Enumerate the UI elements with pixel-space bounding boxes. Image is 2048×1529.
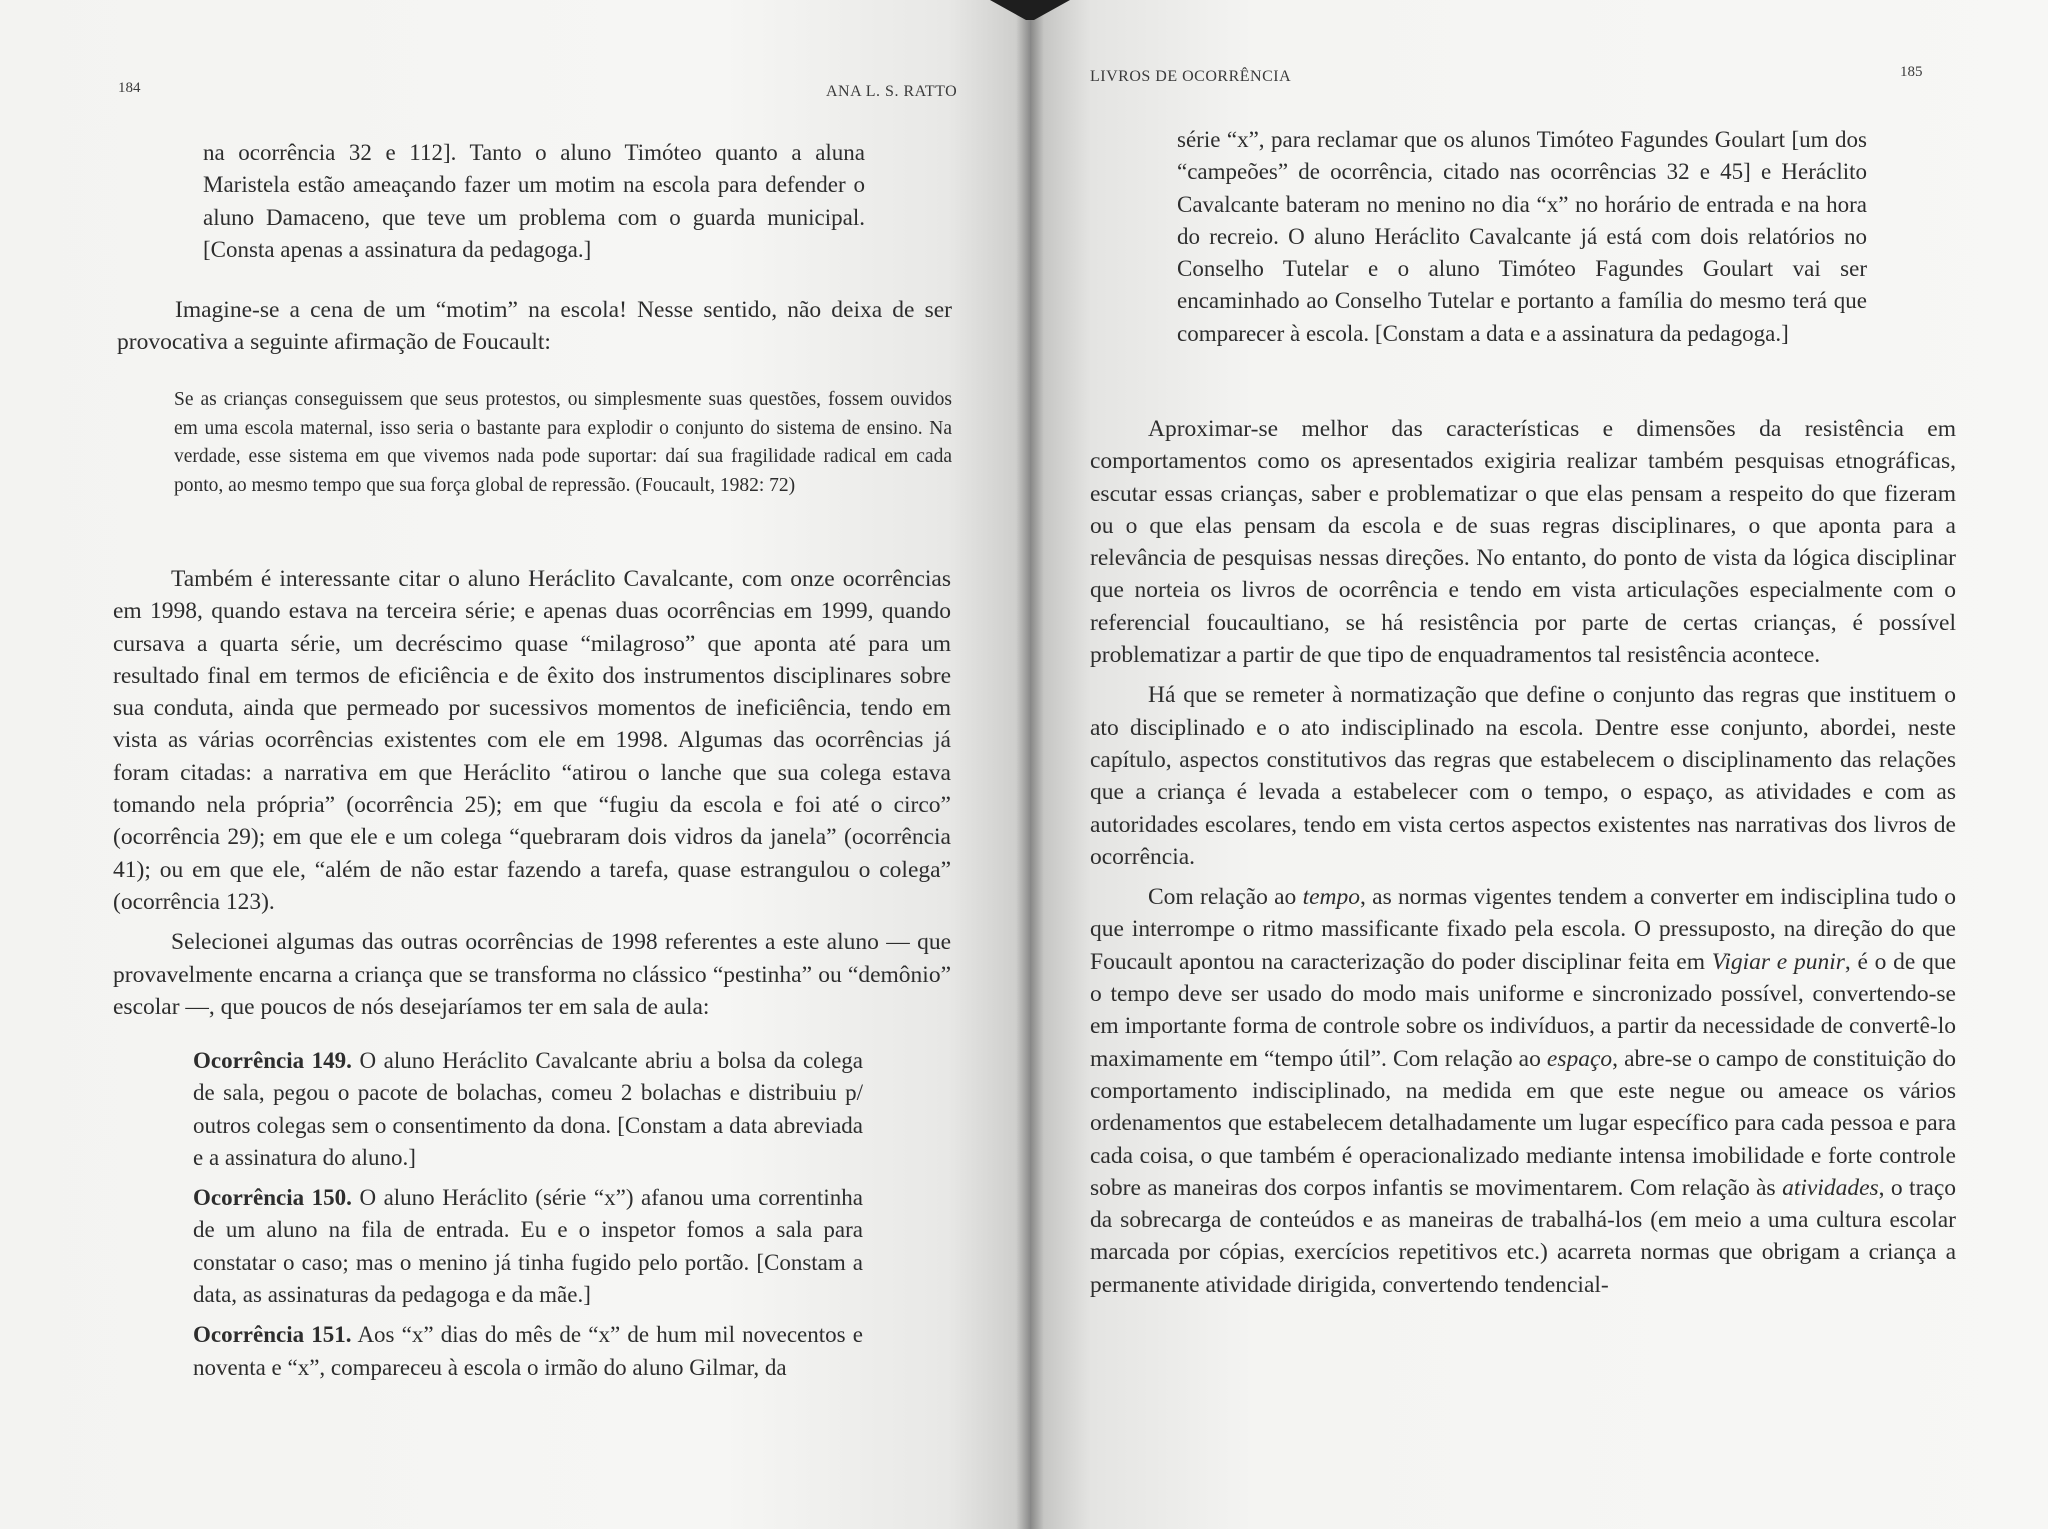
page-number-right: 185	[1900, 64, 1923, 80]
right-body-text	[1090, 413, 1956, 1301]
occurrence-continuation-left	[203, 137, 865, 266]
narrative-text: série “x”, para reclamar que os alunos Timóteo Fagundes Goulart [um dos “campeões” de ocorrência, citado nas ocorrências 32 e 45] e Heráclito Cavalcante bateram no menino no dia “x” no horário de entrada e na hora do recreio. O aluno Heráclito Cavalcante já está com dois relatórios no Conselho Tutelar e o aluno Timóteo Fagundes Goulart vai ser encaminhado ao Conselho Tutelar e portanto a família do mesmo terá que comparecer à escola. [Constam a data e a assinatura da pedagoga.]	[1177, 127, 1867, 346]
occurrence-text: O aluno Heráclito (série “x”) afanou uma correntinha de um aluno na fila de entrada. Eu e o inspetor fomos a sala para constatar o caso; mas o menino já tinha fugido pelo portão. [Constam a data, as assinaturas da pedagoga e da mãe.]	[193, 1185, 863, 1308]
page-number-left: 184	[118, 80, 141, 96]
running-head-chapter: LIVROS DE OCORRÊNCIA	[1090, 68, 1292, 85]
emphasis-tempo: tempo	[1302, 884, 1360, 911]
occurrence-continuation-right	[1177, 124, 1867, 350]
book-title-vigiar-e-punir: Vigiar e punir	[1711, 948, 1845, 975]
occurrence-151	[193, 1319, 863, 1384]
text-run: , as normas vigentes tendem a converter em indisciplina tudo o que interrompe o ritmo massificante fixado pela escola. O pressuposto, na direção do que Foucault apontou na caracterização do poder disciplinar feita em	[1090, 884, 1956, 975]
book-gutter-shadow	[1016, 0, 1044, 1529]
paragraph-resistencia: Aproximar-se melhor das características e dimensões da resistência em comportamentos como os apresentados exigiria realizar também pesquisas etnográficas, escutar essas crianças, saber e problematizar o que elas pensam a respeito do que fizeram ou o que elas pensam da escola e de suas regras disciplinares, o que aponta para a relevância de pesquisas nessas direções. No entanto, do ponto de vista da lógica disciplinar que norteia os livros de ocorrência e tendo em vista articulações especialmente com o referencial foucaultiano, se há resistência por parte de certas crianças, é possível problematizar a partir de que tipo de enquadramentos tal resistência acontece.	[1090, 416, 1956, 669]
text-run: , abre-se o campo de constituição do comportamento indisciplinado, na medida em que este negue ou ameace os vários ordenamentos que estabelecem detalhadamente um lugar específico para cada pessoa e para cada coisa, o que também é operacionalizado mediante intensa imobilidade e forte controle sobre as maneiras dos corpos infantis se movimentarem. Com relação às	[1090, 1045, 1956, 1201]
occurrence-149	[193, 1045, 863, 1174]
paragraph-text: Imagine-se a cena de um “motim” na escola! Nesse sentido, não deixa de ser provocativa a seguinte afirmação de Foucault:	[117, 297, 952, 356]
running-head-author: ANA L. S. RATTO	[826, 83, 958, 100]
paragraph-text: Selecionei algumas das outras ocorrências de 1998 referentes a este aluno — que provavelmente encarna a criança que se transforma no clássico “pestinha” ou “demônio” escolar —, que poucos de nós desejaríamos ter em sala de aula:	[113, 929, 951, 1020]
occurrence-text: Aos “x” dias do mês de “x” de hum mil novecentos e noventa e “x”, compareceu à escola o irmão do aluno Gilmar, da	[193, 1322, 863, 1380]
paragraph-normatizacao: Há que se remeter à normatização que define o conjunto das regras que instituem o ato disciplinado e o ato indisciplinado na escola. Dentre esse conjunto, abordei, neste capítulo, aspectos constitutivos das regras que estabelecem o disciplinamento das relações que a criança é levada a estabelecer com o tempo, o espaço, as atividades e com as autoridades escolares, tendo em vista certos aspectos existentes nas narrativas dos livros de ocorrência.	[1090, 682, 1956, 870]
text-run: , é o de que o tempo deve ser usado do modo mais uniforme e sincronizado possível, convertendo-se em importante forma de controle sobre os indivíduos, a partir da necessidade de convertê-lo maximamente em “tempo útil”. Com relação ao	[1090, 948, 1956, 1072]
binding-notch	[990, 0, 1070, 22]
paragraph-heraclito	[113, 563, 951, 1023]
occurrence-label: Ocorrência 151.	[193, 1322, 352, 1348]
paragraph-tempo-espaco	[1090, 881, 1956, 1301]
text-run: , o traço da sobrecarga de conteúdos e as maneiras de trabalhá-los (em meio a uma cultura escolar marcada por cópias, exercícios repetitivos etc.) acarreta normas que obrigam a criança a permanente atividade dirigida, convertendo tendencial-	[1090, 1174, 1957, 1298]
right-page	[1030, 0, 2048, 1529]
emphasis-espaco: espaço	[1546, 1045, 1613, 1072]
foucault-quote	[174, 386, 952, 500]
occurrence-text: O aluno Heráclito Cavalcante abriu a bolsa da colega de sala, pegou o pacote de bolachas, comeu 2 bolachas e distribuiu p/ outros colegas sem o consentimento da dona. [Constam a data abreviada e a assinatura do aluno.]	[193, 1048, 863, 1170]
occurrence-label: Ocorrência 150.	[193, 1185, 352, 1211]
occurrence-label: Ocorrência 149.	[193, 1048, 352, 1073]
quote-text: Se as crianças conseguissem que seus protestos, ou simplesmente suas questões, fossem ouvidos em uma escola maternal, isso seria o bastante para explodir o conjunto do sistema de ensino. Na verdade, esse sistema em que vivemos nada pode suportar: daí sua fragilidade radical em cada ponto, ao mesmo tempo que sua força global de repressão. (Foucault, 1982: 72)	[174, 389, 952, 496]
occurrence-list	[193, 1045, 863, 1384]
text-run: Com relação ao	[1148, 884, 1303, 911]
emphasis-atividades: atividades	[1782, 1174, 1879, 1201]
narrative-text: na ocorrência 32 e 112]. Tanto o aluno Timóteo quanto a aluna Maristela estão ameaçando fazer um motim na escola para defender o aluno Damaceno, que teve um problema com o guarda municipal. [Consta apenas a assinatura da pedagoga.]	[203, 140, 865, 262]
paragraph-motim	[117, 294, 952, 359]
occurrence-150	[193, 1182, 863, 1311]
paragraph-text: Também é interessante citar o aluno Heráclito Cavalcante, com onze ocorrências em 1998, quando estava na terceira série; e apenas duas ocorrências em 1999, quando cursava a quarta série, um decréscimo quase “milagroso” que aponta até para um resultado final em termos de eficiência e de êxito dos instrumentos disciplinares sobre sua conduta, ainda que permeado por sucessivos momentos de ineficiência, tendo em vista as várias ocorrências existentes com ele em 1998. Algumas das ocorrências já foram citadas: a narrativa em que Heráclito “atirou o lanche que sua colega estava tomando nela própria” (ocorrência 25); em que “fugiu da escola e foi até o circo” (ocorrência 29); em que ele e um colega “quebraram dois vidros da janela” (ocorrência 41); ou em que ele, “além de não estar fazendo a tarefa, quase estrangulou o colega” (ocorrência 123).	[113, 566, 951, 915]
